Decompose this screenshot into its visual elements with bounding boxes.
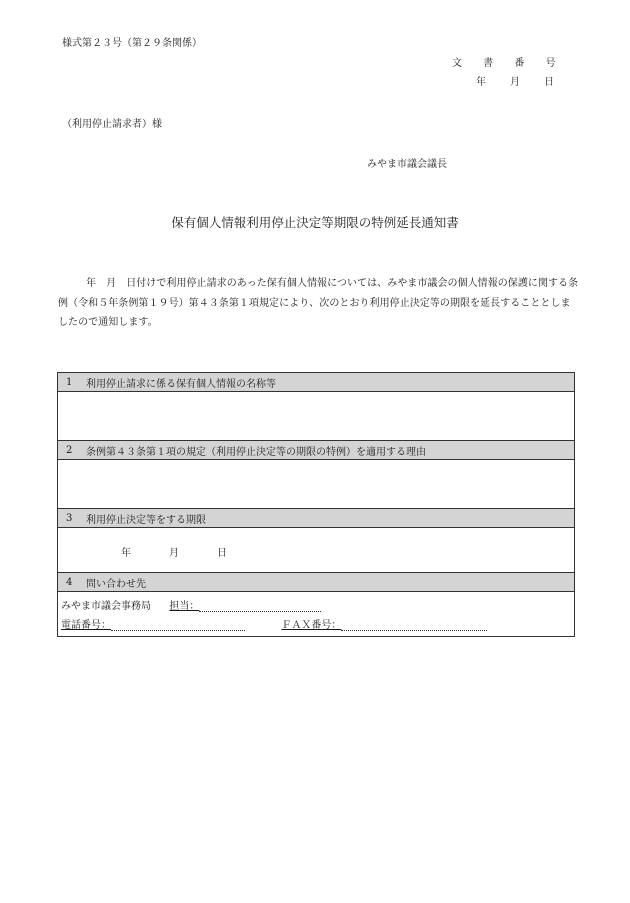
contact-office: みやま市議会事務局 [61,601,151,612]
section-1-field[interactable] [58,392,574,441]
contact-phone-label: 電話番号： [61,620,111,631]
date-day-label: 日 [544,77,554,88]
contact-office-line [61,597,321,612]
deadline-month: 月 [169,548,179,559]
document-date [476,73,578,88]
section-2-field[interactable] [58,460,574,509]
contact-person-label: 担当： [169,601,200,612]
form-number: 様式第２３号（第２９条関係） [62,38,202,49]
contact-person-field[interactable] [199,599,321,612]
recipient: （利用停止請求者）様 [62,119,162,130]
document-number-label: 文 書 番 号 [452,58,565,69]
section-number: 1 [66,376,73,388]
contact-phone-field[interactable] [111,618,245,631]
section-number: 4 [66,576,73,588]
section-label: 利用停止決定等をする期限 [86,514,206,526]
section-number: 3 [66,512,73,524]
issuer: みやま市議会議長 [367,159,447,170]
section-number: 2 [66,444,73,456]
contact-fax-label: ＦＡＸ番号： [281,620,342,631]
deadline-year: 年 [121,548,131,559]
section-4-field [58,592,574,636]
contact-phone-line [61,616,487,631]
date-month-label: 月 [510,77,520,88]
section-2-header [58,441,574,460]
section-label: 条例第４３条第１項の規定（利用停止決定等の期限の特例）を適用する理由 [86,446,426,458]
date-year-label: 年 [476,77,486,88]
document-title: 保有個人情報利用停止決定等期限の特例延長通知書 [171,215,459,230]
section-3-header [58,509,574,528]
contact-fax-field[interactable] [341,618,487,631]
section-label: 問い合わせ先 [86,578,146,590]
section-1-header [58,373,574,392]
section-label: 利用停止請求に係る保有個人情報の名称等 [86,378,276,390]
deadline-day: 日 [217,548,227,559]
section-4-header [58,573,574,592]
body-text: 年 月 日付けで利用停止請求のあった保有個人情報については、みやま市議会の個人情報の保護に関する条例（令和５年条例第１９号）第４３条第１項規定により、次のとおり利用停止決定等の期限を延長することとしましたので通知します。 [58,278,579,328]
form-table [57,372,575,637]
deadline-date [121,544,265,559]
section-3-field[interactable] [58,528,574,573]
